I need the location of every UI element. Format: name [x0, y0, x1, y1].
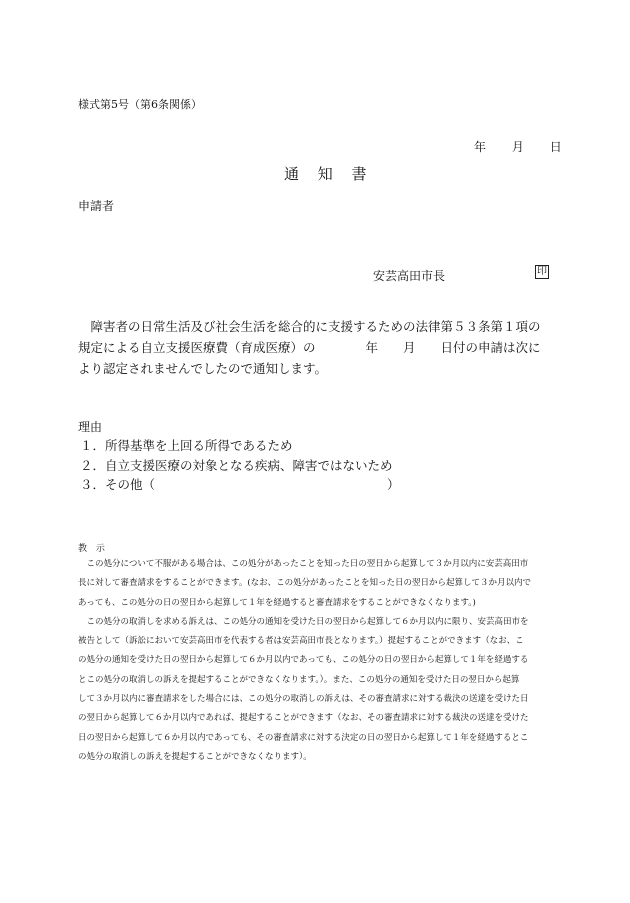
date-line — [474, 138, 562, 155]
date-year: 年 — [474, 140, 487, 154]
reason-item-other-label: ３．その他（ — [80, 477, 156, 492]
document-title: 通 知 書 — [284, 165, 374, 183]
reason-heading: 理由 — [78, 420, 103, 434]
notice-line: この処分について不服がある場合は、この処分があったことを知った日の翌日から起算して３か月以内に安芸高田市 — [78, 559, 529, 569]
notification-body — [78, 316, 552, 379]
reason-item: ２．自立支援医療の対象となる疾病、障害ではないため — [80, 457, 393, 473]
reason-list — [80, 436, 400, 495]
notice-line: の処分の取消しの訴えを提起することができなくなります）。 — [78, 751, 312, 762]
notice-line: とこの処分の取消しの訴えを提起することができなくなります。）。また、この処分の通知を受けた日の翌日から起算 — [78, 674, 520, 685]
notice-line: あっても、この処分の日の翌日から起算して１年を経過すると審査請求をすることができなくなります。) — [78, 597, 476, 608]
notice-line: の翌日から起算して６か月以内であれば、提起することができます（なお、その審査請求に対する裁決の送達を受けた — [78, 713, 529, 724]
date-day: 日 — [549, 140, 562, 154]
issuer-name: 安芸高田市長 — [373, 269, 446, 283]
notice-line: の処分の通知を受けた日の翌日から起算して６か月以内であっても、この処分の日の翌日から起算して１年を経過する — [78, 655, 529, 666]
reason-item: １．所得基準を上回る所得であるため — [80, 438, 293, 453]
body-line: 規定による自立支援医療費（育成医療）の 年 月 日付の申請は次に — [78, 340, 541, 355]
form-number: 様式第5号（第6条関係） — [78, 98, 202, 111]
applicant-label: 申請者 — [78, 199, 115, 213]
notice-line: して３か月以内に審査請求をした場合には、この処分の取消しの訴えは、その審査請求に対する裁決の送達を受けた日 — [78, 694, 529, 705]
notice-line: 被告として（訴訟において安芸高田市を代表する者は安芸高田市長となります。）提起することができます（なお、こ — [78, 636, 524, 647]
notice-line: 長に対して審査請求をすることができます。(なお、この処分があったことを知った日の翌日から起算して３か月以内で — [78, 578, 532, 589]
notice-heading: 教 示 — [78, 544, 108, 554]
seal-mark: 印 — [537, 266, 547, 277]
body-line: より認定されませんでしたので通知します。 — [78, 361, 328, 376]
notice-line: 日の翌日から起算して６か月以内であっても、その審査請求に対する決定の日の翌日から起算して１年を経過するとこ — [78, 732, 529, 743]
reason-item-other — [80, 475, 400, 495]
notice-line: この処分の取消しを求める訴えは、この処分の通知を受けた日の翌日から起算して６か月以内に限り、安芸高田市を — [78, 616, 529, 627]
reason-other-close: ） — [387, 477, 400, 492]
notice-body — [78, 555, 556, 767]
date-month: 月 — [511, 140, 524, 154]
body-line: 障害者の日常生活及び社会生活を総合的に支援するための法律第５３条第１項の — [78, 319, 541, 334]
